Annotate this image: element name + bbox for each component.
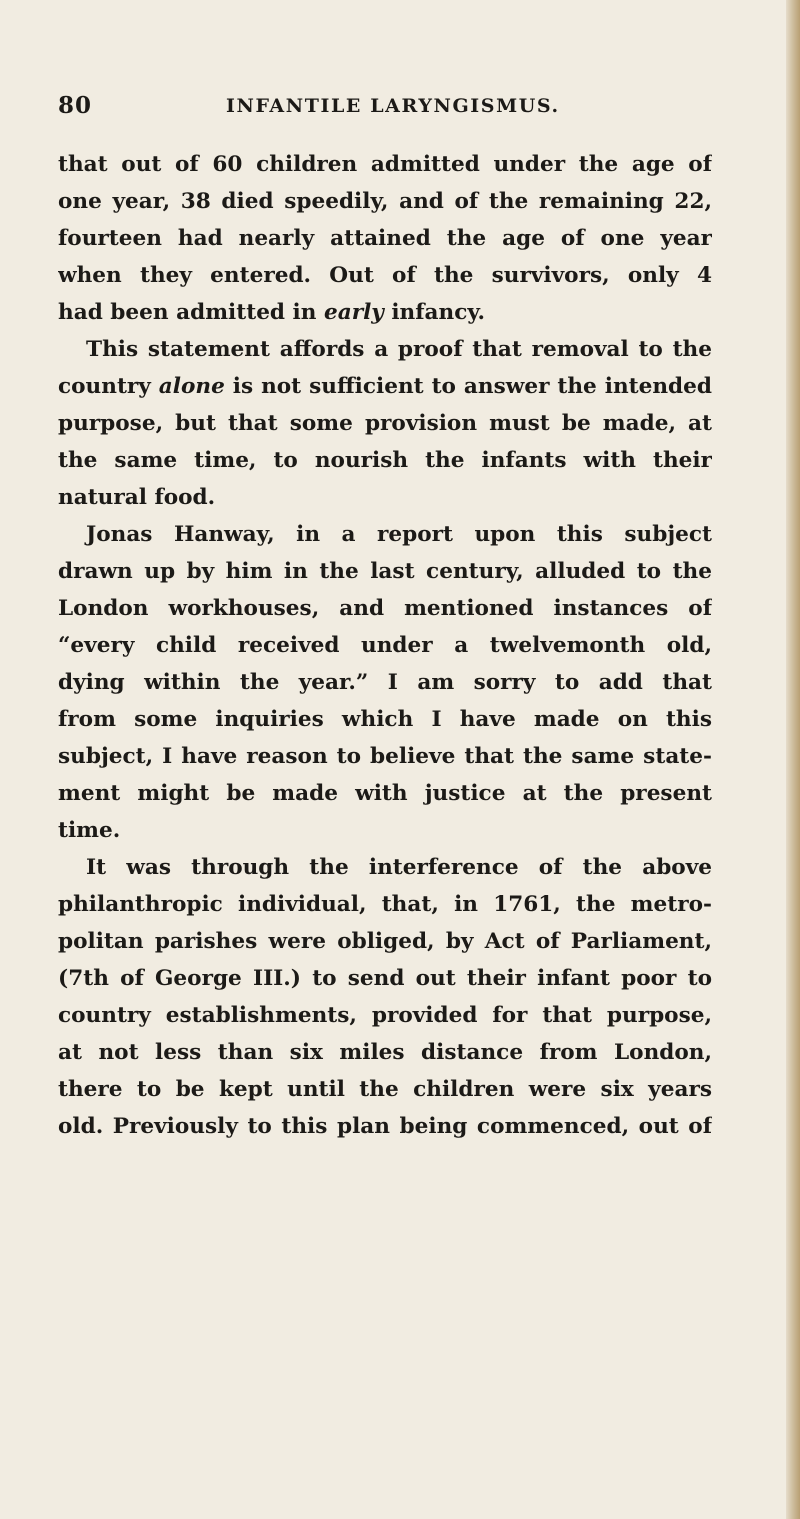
page-edge	[786, 0, 800, 1519]
text-run: infancy.	[383, 300, 485, 325]
italic-text: alone	[158, 374, 225, 399]
text-line	[58, 331, 712, 368]
text-run: politan parishes were obliged, by Act of Parliament,	[58, 929, 712, 954]
text-line	[58, 220, 712, 257]
body-text	[58, 146, 712, 1145]
text-run: that out of 60 children admitted under the age of	[58, 152, 712, 177]
text-run: purpose, but that some provision must be made, at	[58, 411, 712, 436]
text-line	[58, 738, 712, 775]
text-run: fourteen had nearly attained the age of one year	[58, 226, 712, 251]
text-line	[58, 553, 712, 590]
text-line	[58, 1071, 712, 1108]
text-run: one year, 38 died speedily, and of the remaining 22,	[58, 189, 712, 214]
text-run: the same time, to nourish the infants with their	[58, 448, 712, 473]
running-head: INFANTILE LARYNGISMUS.	[226, 95, 560, 117]
text-run: Jonas Hanway, in a report upon this subject	[86, 522, 712, 547]
text-run: drawn up by him in the last century, alluded to the	[58, 559, 712, 584]
text-line	[58, 997, 712, 1034]
text-line	[58, 627, 712, 664]
text-line	[58, 516, 712, 553]
text-run: London workhouses, and mentioned instances of	[58, 596, 712, 621]
text-line	[58, 442, 712, 479]
text-run: “every child received under a twelvemonth old,	[58, 633, 712, 658]
text-line	[58, 886, 712, 923]
text-run: time.	[58, 818, 121, 843]
text-line	[58, 590, 712, 627]
text-line	[58, 146, 712, 183]
text-line	[58, 960, 712, 997]
text-run: natural food.	[58, 485, 216, 510]
text-run: there to be kept until the children were six years	[58, 1077, 712, 1102]
text-run: This statement affords a proof that removal to the	[86, 337, 712, 362]
text-run: had been admitted in	[58, 300, 324, 325]
text-line	[58, 479, 712, 516]
text-line	[58, 701, 712, 738]
text-line	[58, 1108, 712, 1145]
italic-text: early	[323, 300, 384, 325]
text-run: from some inquiries which I have made on this	[58, 707, 712, 732]
text-line	[58, 183, 712, 220]
text-line	[58, 405, 712, 442]
text-line	[58, 294, 712, 331]
text-line	[58, 664, 712, 701]
text-line	[58, 849, 712, 886]
page-number: 80	[58, 92, 93, 119]
text-line	[58, 1034, 712, 1071]
text-run: It was through the interference of the above	[86, 855, 712, 880]
text-run: dying within the year.” I am sorry to add that	[58, 670, 712, 695]
text-line	[58, 257, 712, 294]
text-run: ment might be made with justice at the present	[58, 781, 712, 806]
text-run: (7th of George III.) to send out their infant poor to	[58, 966, 712, 991]
text-run: philanthropic individual, that, in 1761, the metro-	[58, 892, 712, 917]
text-run: when they entered. Out of the survivors, only 4	[58, 263, 712, 288]
text-run: at not less than six miles distance from London,	[58, 1040, 712, 1065]
text-line	[58, 368, 712, 405]
text-run: old. Previously to this plan being commenced, out of	[58, 1114, 712, 1139]
text-run: country	[58, 374, 159, 399]
text-run: is not sufficient to answer the intended	[224, 374, 712, 399]
text-line	[58, 812, 712, 849]
text-line	[58, 775, 712, 812]
page-header	[58, 92, 718, 132]
text-run: country establishments, provided for that purpose,	[58, 1003, 712, 1028]
text-line	[58, 923, 712, 960]
text-run: subject, I have reason to believe that the same state-	[58, 744, 712, 769]
